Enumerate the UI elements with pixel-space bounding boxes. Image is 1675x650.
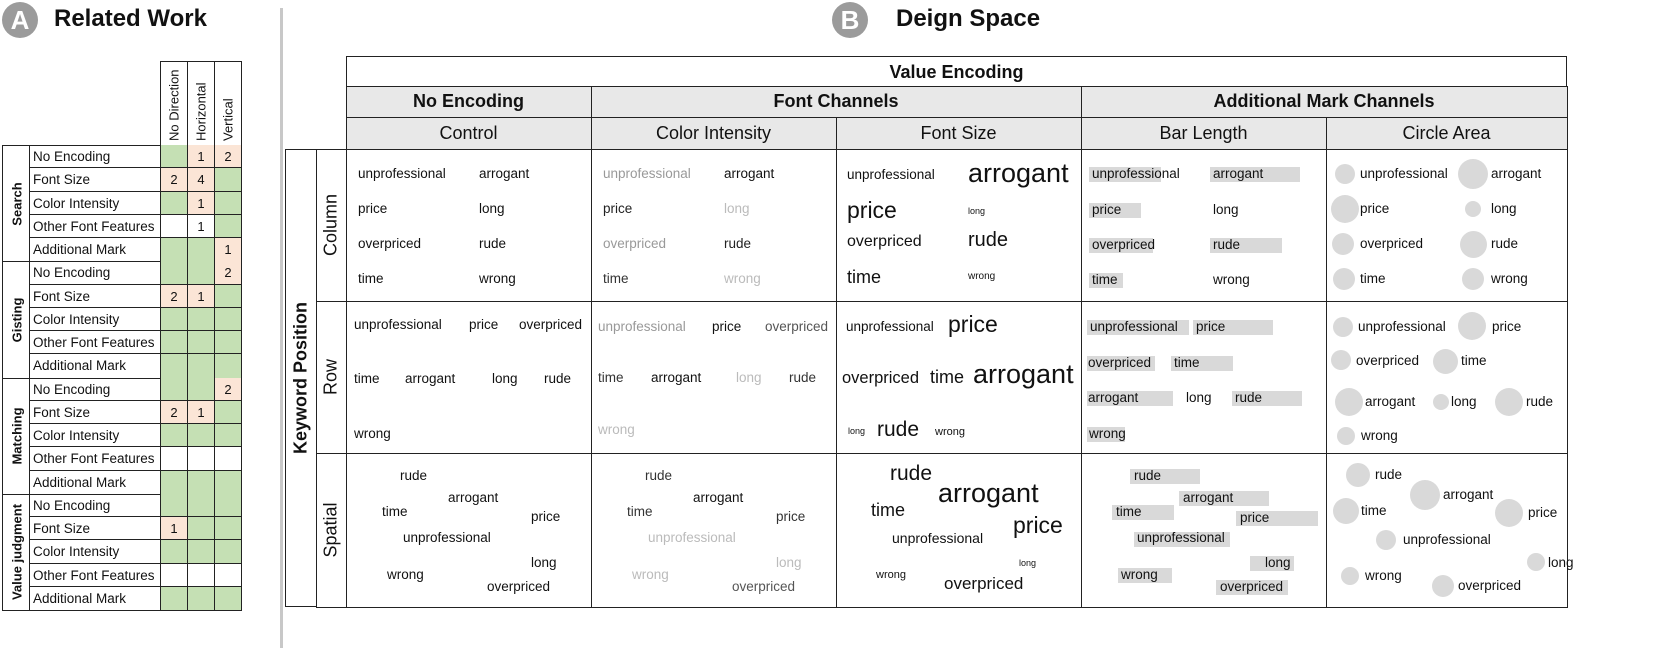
keyword-text: overpriced	[1356, 353, 1420, 368]
value-circle	[1432, 575, 1454, 597]
keyword-text: rude	[968, 229, 1009, 251]
count-cell: 2	[214, 261, 241, 284]
count-cell	[187, 378, 214, 401]
technique-row-label: Additional Mark	[33, 358, 127, 374]
keyword-text: arrogant	[724, 166, 775, 181]
keyword-text: arrogant	[1365, 394, 1416, 409]
keyword-text: price	[531, 509, 561, 524]
keyword-text: time	[627, 504, 653, 519]
encoding-column-label: Color Intensity	[655, 123, 772, 143]
count-cell	[187, 308, 214, 331]
keyword-text: unprofessional	[1092, 166, 1180, 181]
keyword-text: price	[358, 201, 388, 216]
keyword-text: arrogant	[651, 370, 702, 385]
keyword-text: rude	[645, 468, 673, 483]
keyword-text: wrong	[354, 426, 391, 441]
keyword-text: price	[1196, 319, 1226, 334]
keyword-text: price	[1013, 512, 1063, 538]
count-cell	[160, 238, 187, 261]
section-a-badge: A	[2, 2, 38, 38]
encoding-group-label: Additional Mark Channels	[1213, 91, 1435, 111]
keyword-text: time	[1360, 271, 1386, 286]
layout-row-label: Row	[320, 358, 341, 396]
technique-row-label: Additional Mark	[33, 590, 127, 606]
keyword-text: price	[712, 319, 742, 334]
keyword-text: long	[968, 206, 986, 216]
keyword-text: price	[469, 317, 499, 332]
keyword-text: arrogant	[973, 359, 1074, 389]
count-cell	[160, 308, 187, 331]
technique-row-label: Font Size	[29, 285, 160, 308]
count-cell	[160, 215, 187, 238]
keyword-text: unprofessional	[892, 530, 984, 546]
keyword-text: price	[847, 197, 897, 223]
count-cell	[187, 238, 214, 261]
value-circle	[1410, 480, 1440, 510]
keyword-text: overpriced	[1092, 237, 1156, 252]
count-cell	[187, 447, 214, 470]
keyword-text: arrogant	[938, 478, 1039, 508]
count-cell	[160, 424, 187, 447]
count-cell: 2	[160, 168, 187, 191]
keyword-text: time	[1461, 353, 1487, 368]
value-circle	[1458, 159, 1488, 189]
keyword-text: unprofessional	[846, 319, 934, 334]
keyword-text: time	[1361, 503, 1387, 518]
keyword-text: arrogant	[1183, 490, 1234, 505]
keyword-text: price	[1528, 505, 1558, 520]
value-encoding-label: Value Encoding	[889, 62, 1024, 82]
technique-row-label: No Encoding	[29, 261, 160, 284]
column-header	[160, 61, 188, 145]
count-cell: 1	[187, 145, 214, 168]
keyword-text: rude	[724, 236, 752, 251]
keyword-text: unprofessional	[1358, 319, 1446, 334]
keyword-text: time	[598, 370, 624, 385]
count-cell	[160, 587, 187, 610]
count-cell	[214, 471, 241, 494]
keyword-text: long	[848, 426, 866, 436]
technique-row-label: Additional Mark	[33, 474, 127, 490]
technique-row-label: Color Intensity	[29, 540, 160, 563]
keyword-text: price	[603, 201, 633, 216]
task-group-label: Gisting	[9, 297, 24, 343]
value-circle	[1433, 349, 1458, 374]
count-cell: 1	[214, 238, 241, 261]
keyword-text: rude	[1235, 390, 1263, 405]
technique-row-label: No Encoding	[29, 378, 160, 401]
column-header-label: Vertical	[220, 98, 236, 141]
count-cell	[214, 215, 241, 238]
value-circle	[1495, 388, 1523, 416]
value-circle	[1337, 427, 1355, 445]
keyword-text: time	[1092, 272, 1118, 287]
keyword-text: rude	[544, 371, 572, 386]
technique-row-label: Other Font Features	[29, 564, 160, 587]
value-circle	[1462, 268, 1484, 290]
value-circle	[1346, 463, 1370, 487]
value-circle	[1465, 201, 1481, 217]
keyword-text: unprofessional	[598, 319, 686, 334]
keyword-text: time	[1174, 355, 1200, 370]
count-cell: 1	[160, 517, 187, 540]
value-circle	[1527, 553, 1545, 571]
layout-row-label: Column	[320, 193, 341, 257]
keyword-text: unprofessional	[358, 166, 446, 181]
technique-row-label: Color Intensity	[29, 192, 160, 215]
keyword-text: time	[382, 504, 408, 519]
encoding-group-label: Font Channels	[773, 91, 899, 111]
count-cell	[187, 471, 214, 494]
keyword-text: unprofessional	[1137, 530, 1225, 545]
count-cell	[214, 168, 241, 191]
value-circle	[1460, 231, 1487, 258]
keyword-text: unprofessional	[648, 530, 736, 545]
keyword-text: long	[736, 370, 762, 385]
keyword-text: overpriced	[765, 319, 829, 334]
value-circle	[1495, 499, 1523, 527]
keyword-text: price	[1492, 319, 1522, 334]
keyword-text: rude	[1375, 467, 1403, 482]
keyword-text: price	[1360, 201, 1390, 216]
column-header	[214, 61, 242, 145]
encoding-column-label: Circle Area	[1402, 123, 1491, 143]
keyword-text: long	[1265, 555, 1291, 570]
keyword-text: wrong	[1361, 428, 1398, 443]
keyword-text: wrong	[1121, 567, 1158, 582]
keyword-text: unprofessional	[603, 166, 691, 181]
technique-row-label: Color Intensity	[29, 308, 160, 331]
technique-row-label: Other Font Features	[29, 447, 160, 470]
keyword-text: long	[1186, 390, 1212, 405]
keyword-text: unprofessional	[1403, 532, 1491, 547]
keyword-text: price	[1092, 202, 1122, 217]
keyword-text: unprofessional	[354, 317, 442, 332]
keyword-text: arrogant	[448, 490, 499, 505]
value-circle	[1333, 268, 1355, 290]
count-cell	[214, 540, 241, 563]
keyword-text: overpriced	[519, 317, 583, 332]
value-circle	[1458, 312, 1486, 340]
count-cell	[160, 471, 187, 494]
count-cell	[187, 261, 214, 284]
keyword-text: rude	[877, 418, 920, 441]
keyword-text: overpriced	[847, 233, 922, 250]
keyword-text: overpriced	[732, 579, 796, 594]
keyword-text: price	[1240, 510, 1270, 525]
value-circle	[1433, 394, 1449, 410]
keyword-text: wrong	[387, 567, 424, 582]
keyword-text: unprofessional	[847, 167, 935, 182]
keyword-text: time	[930, 367, 965, 387]
keyword-text: wrong	[598, 422, 635, 437]
value-circle	[1331, 195, 1359, 223]
technique-row-label: Font Size	[29, 168, 160, 191]
keyword-text: wrong	[1213, 272, 1250, 287]
keyword-text: price	[776, 509, 806, 524]
count-cell	[214, 494, 241, 517]
value-circle	[1376, 530, 1396, 550]
keyword-text: rude	[479, 236, 507, 251]
count-cell	[214, 285, 241, 308]
column-header-label: Horizontal	[193, 82, 209, 141]
count-cell: 1	[187, 285, 214, 308]
keyword-text: overpriced	[1360, 236, 1424, 251]
keyword-text: wrong	[1089, 426, 1126, 441]
technique-row-label: Font Size	[29, 401, 160, 424]
count-cell: 2	[214, 378, 241, 401]
keyword-text: overpriced	[1088, 355, 1152, 370]
count-cell	[160, 494, 187, 517]
keyword-position-label: Keyword Position	[290, 301, 311, 455]
keyword-text: long	[1019, 558, 1037, 568]
encoding-group-label: No Encoding	[413, 91, 524, 111]
keyword-text: overpriced	[603, 236, 667, 251]
keyword-text: wrong	[876, 569, 906, 581]
keyword-text: long	[1491, 201, 1517, 216]
keyword-text: wrong	[968, 271, 996, 282]
count-cell	[214, 401, 241, 424]
keyword-text: overpriced	[1458, 578, 1522, 593]
keyword-text: long	[724, 201, 750, 216]
keyword-text: long	[1213, 202, 1239, 217]
count-cell	[187, 587, 214, 610]
count-cell	[214, 447, 241, 470]
keyword-text: rude	[890, 462, 933, 485]
value-circle	[1335, 164, 1355, 184]
design-space-title: Deign Space	[896, 5, 1041, 32]
keyword-text: overpriced	[944, 574, 1024, 593]
keyword-text: arrogant	[968, 158, 1069, 188]
encoding-column-label: Control	[439, 123, 498, 143]
encoding-column-label: Bar Length	[1159, 123, 1248, 143]
count-cell	[187, 331, 214, 354]
count-cell: 1	[187, 215, 214, 238]
column-header-label: No Direction	[166, 69, 182, 141]
count-cell	[214, 354, 241, 377]
keyword-text: time	[603, 271, 629, 286]
keyword-text: time	[847, 267, 882, 287]
keyword-text: time	[1116, 504, 1142, 519]
value-circle	[1331, 350, 1351, 370]
count-cell	[160, 192, 187, 215]
keyword-text: overpriced	[487, 579, 551, 594]
keyword-text: long	[1548, 555, 1574, 570]
keyword-text: overpriced	[358, 236, 422, 251]
count-cell	[160, 331, 187, 354]
count-cell: 2	[214, 145, 241, 168]
technique-row-label: Font Size	[29, 517, 160, 540]
count-cell	[214, 424, 241, 447]
keyword-text: arrogant	[1213, 166, 1264, 181]
count-cell	[214, 331, 241, 354]
keyword-text: time	[358, 271, 384, 286]
keyword-text: rude	[1526, 394, 1554, 409]
keyword-text: arrogant	[479, 166, 530, 181]
count-cell	[160, 261, 187, 284]
keyword-text: arrogant	[1443, 487, 1494, 502]
technique-row-label: Color Intensity	[29, 424, 160, 447]
count-cell	[187, 517, 214, 540]
technique-row-label: Other Font Features	[29, 215, 160, 238]
count-cell	[214, 192, 241, 215]
keyword-text: unprofessional	[1360, 166, 1448, 181]
keyword-text: price	[948, 311, 998, 337]
keyword-text: overpriced	[842, 369, 920, 387]
keyword-text: rude	[1491, 236, 1519, 251]
count-cell: 4	[187, 168, 214, 191]
keyword-text: wrong	[632, 567, 669, 582]
count-cell	[214, 517, 241, 540]
keyword-text: rude	[1134, 468, 1162, 483]
section-divider	[280, 8, 283, 648]
value-circle	[1335, 388, 1363, 416]
technique-row-label: Additional Mark	[33, 242, 127, 257]
keyword-text: long	[531, 555, 557, 570]
count-cell	[214, 587, 241, 610]
count-cell	[160, 540, 187, 563]
count-cell: 1	[187, 401, 214, 424]
keyword-text: long	[776, 555, 802, 570]
keyword-text: arrogant	[405, 371, 456, 386]
count-cell	[160, 145, 187, 168]
keyword-text: unprofessional	[1090, 319, 1178, 334]
value-circle	[1333, 317, 1353, 337]
keyword-text: rude	[1213, 237, 1241, 252]
count-cell	[187, 494, 214, 517]
keyword-text: wrong	[1365, 568, 1402, 583]
task-group-label: Matching	[9, 407, 24, 465]
keyword-text: overpriced	[1220, 579, 1284, 594]
keyword-text: wrong	[479, 271, 516, 286]
keyword-text: arrogant	[693, 490, 744, 505]
keyword-text: rude	[400, 468, 428, 483]
value-circle	[1341, 567, 1359, 585]
count-cell	[160, 564, 187, 587]
count-cell: 1	[187, 192, 214, 215]
keyword-text: wrong	[1491, 271, 1528, 286]
keyword-text: arrogant	[1491, 166, 1542, 181]
keyword-text: rude	[789, 370, 817, 385]
keyword-text: wrong	[935, 426, 965, 438]
keyword-text: wrong	[724, 271, 761, 286]
section-b-badge: B	[832, 2, 868, 38]
count-cell	[214, 308, 241, 331]
layout-row-label: Spatial	[320, 502, 341, 558]
task-group-label: Value judgment	[9, 504, 24, 601]
value-circle	[1333, 498, 1359, 524]
value-circle	[1332, 233, 1354, 255]
encoding-column-label: Font Size	[920, 123, 997, 143]
technique-row-label: No Encoding	[29, 494, 160, 517]
keyword-text: time	[871, 500, 906, 520]
task-group-label: Search	[9, 181, 24, 226]
count-cell	[187, 540, 214, 563]
count-cell	[160, 378, 187, 401]
column-header	[187, 61, 215, 145]
keyword-text: arrogant	[1088, 390, 1139, 405]
keyword-text: unprofessional	[403, 530, 491, 545]
count-cell	[187, 354, 214, 377]
count-cell: 2	[160, 401, 187, 424]
count-cell	[187, 564, 214, 587]
count-cell	[214, 564, 241, 587]
count-cell: 2	[160, 285, 187, 308]
keyword-text: time	[354, 371, 380, 386]
count-cell	[160, 354, 187, 377]
keyword-text: long	[479, 201, 505, 216]
related-work-title: Related Work	[54, 5, 207, 32]
keyword-text: long	[1451, 394, 1477, 409]
keyword-text: long	[492, 371, 518, 386]
technique-row-label: Other Font Features	[29, 331, 160, 354]
count-cell	[160, 447, 187, 470]
technique-row-label: No Encoding	[29, 145, 160, 168]
count-cell	[187, 424, 214, 447]
